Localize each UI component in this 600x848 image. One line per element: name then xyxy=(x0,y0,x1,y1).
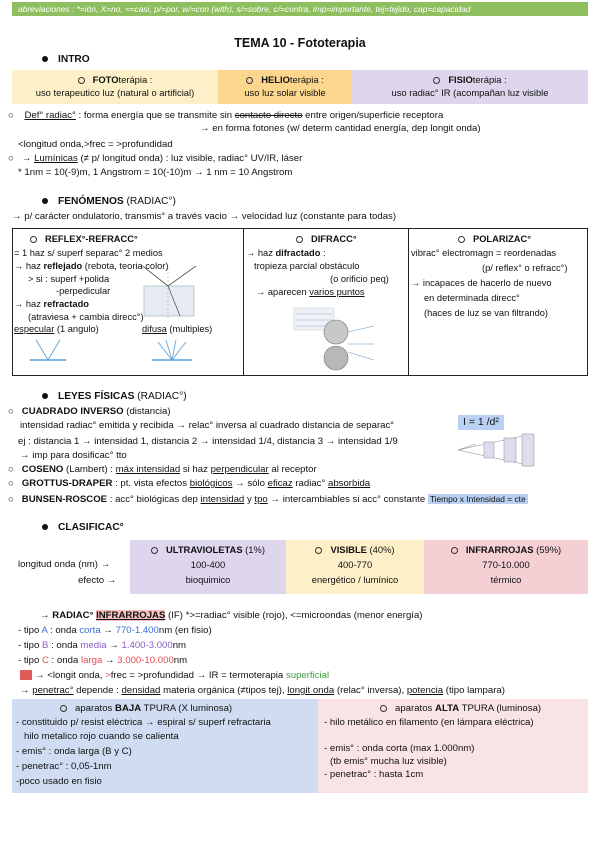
alta-heading xyxy=(380,703,541,715)
clasif-row-label-1: longitud onda (nm) → xyxy=(18,559,111,570)
circle-bullet-icon xyxy=(433,77,440,84)
fisio-bold: FISIO xyxy=(448,74,473,85)
baja-l5: -poco usado en fisio xyxy=(16,776,102,787)
t: - tipo xyxy=(18,640,42,651)
reflex-l7 xyxy=(14,323,99,335)
reflex-title xyxy=(30,233,138,245)
polarizac-l2: (p/ reflex° o refracc°) xyxy=(482,263,568,273)
def-radiac: Def° radiac° xyxy=(24,110,76,121)
difracc-l1 xyxy=(246,247,326,259)
circle-bullet-icon xyxy=(380,705,387,712)
t: - tipo xyxy=(18,625,42,636)
intensidad: intensidad xyxy=(200,494,245,505)
alta-l4: - penetrac° : hasta 1cm xyxy=(324,769,424,780)
helio-rest: terápia : xyxy=(289,74,324,85)
reflejado: reflejado xyxy=(43,261,83,271)
refractado: refractado xyxy=(43,299,89,309)
biologicos: biológicos xyxy=(189,478,233,489)
alta-l1: - hilo metálico en filamento (en lámpara eléctrica) xyxy=(324,717,534,728)
foto-bold: FOTO xyxy=(92,74,119,85)
intro-cell-helio xyxy=(218,70,352,104)
luminicas: Lumínicas xyxy=(34,153,78,164)
polarizac-l5: (haces de luz se van filtrando) xyxy=(424,308,549,318)
absorbida: absorbida xyxy=(327,478,371,489)
def-text: : forma energía que se transmite sin xyxy=(75,110,235,121)
reflex-l1: = 1 haz s/ superf separac° 2 medios xyxy=(14,248,163,258)
diffraction-diagram xyxy=(292,302,376,372)
circle-bullet-icon xyxy=(246,77,253,84)
t: - tipo xyxy=(18,655,42,666)
luminicas-text: (≠ p/ longitud onda) : luz visible, radiac° UV/IR, láser xyxy=(77,153,303,164)
densidad: densidad xyxy=(121,685,161,696)
intro-cell-foto xyxy=(12,70,218,104)
diffuse-reflection-icon xyxy=(150,336,194,364)
clasif-ir xyxy=(424,540,588,594)
section-intro-heading: INTRO xyxy=(58,54,90,65)
refraction-diagram xyxy=(140,264,198,320)
circle-bullet-icon xyxy=(151,547,158,554)
ir-l4 xyxy=(20,670,329,682)
t: nm xyxy=(172,640,187,651)
t: TPURA (luminosa) xyxy=(459,703,542,714)
bullet-icon xyxy=(42,56,48,62)
bullet-icon xyxy=(42,198,48,204)
circle-bullet: ○ xyxy=(8,494,14,505)
difracc-title-text: DIFRACC° xyxy=(311,234,357,244)
reflex-l6: (atraviesa + cambia direcc°) xyxy=(28,312,144,322)
t: frec = >profundidad → IR = termoterapia xyxy=(110,670,286,681)
circle-bullet-icon xyxy=(60,705,67,712)
fisio-desc: uso radiac° IR (acompañan luz visible xyxy=(391,87,549,98)
circle-bullet: ○ xyxy=(8,153,14,164)
t: : acc° biológicas dep xyxy=(107,494,201,505)
polarizac-l3: → incapaces de hacerlo de nuevo xyxy=(411,278,552,288)
t: al receptor xyxy=(268,464,317,475)
baja-l3: - emis° : onda larga (B y C) xyxy=(16,746,132,757)
r: 770-1.400 xyxy=(115,625,159,636)
helio-bold: HELIO xyxy=(261,74,290,85)
ir-l5 xyxy=(20,685,505,697)
ir-pct: (59%) xyxy=(533,544,562,555)
circle-bullet-icon xyxy=(30,236,37,243)
t: → haz xyxy=(246,248,276,258)
intro-cell-fisio xyxy=(352,70,588,104)
difracc-l4 xyxy=(256,286,365,298)
tipo-b xyxy=(18,640,186,652)
circle-bullet: ○ xyxy=(8,464,14,475)
intro-line-longitud: <longitud onda,>frec = >profundidad xyxy=(18,139,173,150)
t: : onda xyxy=(48,655,81,666)
baja-l1: - constituido p/ resist eléctrica → espiral s/ superf refractaria xyxy=(16,717,271,728)
difractado: difractado xyxy=(275,248,321,258)
t: → xyxy=(100,625,116,636)
reflex-l7-right xyxy=(142,323,212,335)
polarizac-title-text: POLARIZAC° xyxy=(473,234,531,244)
foto-rest: terápia : xyxy=(118,74,153,85)
circle-bullet-icon xyxy=(296,236,303,243)
t: → sólo xyxy=(232,478,268,489)
foto-desc: uso terapeutico luz (natural o artificial) xyxy=(35,87,195,98)
fenomenos-heading: FENÓMENOS xyxy=(58,196,124,207)
grottus xyxy=(8,478,370,490)
ir-heading xyxy=(40,610,422,622)
t: → aparecen xyxy=(256,287,310,297)
intro-line-def xyxy=(8,110,443,122)
alta-l3: (tb emis° mucha luz visible) xyxy=(330,756,447,767)
fenomenos-line: → p/ carácter ondulatorio, transmis° a través vacio → velocidad luz (constante para todas) xyxy=(12,211,397,222)
bunsen-title: BUNSEN-ROSCOE xyxy=(21,494,108,505)
t: → <longit onda, xyxy=(35,670,106,681)
t: depende : xyxy=(73,685,122,696)
t: (multiples) xyxy=(166,324,213,334)
bullet-icon xyxy=(42,524,48,530)
t: → xyxy=(102,655,118,666)
superficial: superficial xyxy=(285,670,330,681)
t: → xyxy=(106,640,122,651)
section-leyes xyxy=(42,391,187,402)
intro-line-nm: * 1nm = 10(-9)m, 1 Angstrom = 10(-10)m → 1 nm = 10 Angstrom xyxy=(18,167,293,178)
polarizac-l4: en determinada direcc° xyxy=(424,293,520,303)
visible-effect: energético / lumínico xyxy=(311,574,399,585)
reflex-l3: > si : superf +polida xyxy=(28,274,110,284)
bullet-icon xyxy=(42,393,48,399)
t: → xyxy=(20,685,33,696)
cuadrado-inverso xyxy=(8,406,171,418)
t: : pt. vista efectos xyxy=(112,478,190,489)
baja-heading xyxy=(60,703,232,715)
page-title: TEMA 10 - Fototerapia xyxy=(234,36,366,50)
ir-effect: térmico xyxy=(490,574,522,585)
longit-onda: longit onda xyxy=(287,685,335,696)
r: 3.000-10.000 xyxy=(117,655,174,666)
clasif-uv xyxy=(130,540,286,594)
t: (1 angulo) xyxy=(54,324,99,334)
clasif-visible xyxy=(286,540,424,594)
especular: especular xyxy=(14,324,55,334)
t: (tipo lampara) xyxy=(443,685,505,696)
potencia: potencia xyxy=(406,685,444,696)
cuad-l2: ej : distancia 1 → intensidad 1, distancia 2 → intensidad 1/4, distancia 3 → intensidad 1/9 xyxy=(18,436,398,447)
cuad-formula: I = 1 /d² xyxy=(458,415,504,430)
tpo: tpo xyxy=(254,494,268,505)
specular-reflection-icon xyxy=(28,336,68,364)
t: y xyxy=(244,494,255,505)
cuad-title: CUADRADO INVERSO xyxy=(21,406,124,417)
k: B xyxy=(42,640,49,651)
leyes-heading: LEYES FÍSICAS xyxy=(58,391,135,402)
helio-desc: uso luz solar visible xyxy=(244,87,326,98)
penetrac: penetrac° xyxy=(32,685,74,696)
fisio-rest: terápia : xyxy=(472,74,507,85)
clasif-heading: CLASIFICAC° xyxy=(58,522,124,533)
t: (relac° inversa), xyxy=(334,685,407,696)
circle-bullet: ○ xyxy=(8,406,14,417)
ir-range: 770-10.000 xyxy=(482,559,530,570)
t: (IF) *>=radiac° visible (rojo), <=microondas (menor energía) xyxy=(165,610,423,621)
varios-puntos: varios puntos xyxy=(309,287,365,297)
cuad-l3: → imp para dosificac° tto xyxy=(20,450,127,461)
leyes-note: (RADIAC°) xyxy=(134,391,187,402)
uv-range: 100-400 xyxy=(190,559,226,570)
circle-bullet: ○ xyxy=(8,478,14,489)
t: : onda xyxy=(48,640,81,651)
bunsen-formula: Tiempo x Intensidad = cte xyxy=(429,494,526,504)
t: → intercambiables si acc° constante xyxy=(267,494,428,505)
t: nm xyxy=(173,655,188,666)
alta: ALTA xyxy=(435,703,460,714)
r: 1.400-3.000 xyxy=(121,640,173,651)
cuad-l1: intensidad radiac° emitida y recibida → relac° inversa al cuadrado distancia de separac° xyxy=(20,420,395,431)
w: larga xyxy=(80,655,103,666)
t: radiac° xyxy=(292,478,328,489)
t: → haz xyxy=(14,299,44,309)
baja-l2: hilo metalico rojo cuando se calienta xyxy=(24,731,179,742)
intro-line-luminicas xyxy=(8,153,302,165)
def-text-end: entre origen/superficie receptora xyxy=(302,110,444,121)
t: (Lambert) : xyxy=(63,464,116,475)
k: A xyxy=(41,625,48,636)
t: (rebota, teoria color) xyxy=(82,261,169,271)
uv-title: ULTRAVIOLETAS xyxy=(166,544,243,555)
baja-l4: - penetrac° : 0,05-1nm xyxy=(16,761,112,772)
circle-bullet: ○ xyxy=(8,110,14,121)
difracc-l2: tropieza parcial obstáculo xyxy=(254,261,360,271)
gt: > xyxy=(105,670,111,681)
reflex-l4: -perpedicular xyxy=(56,286,111,296)
difracc-l3: (o orificio peq) xyxy=(330,274,389,284)
difusa: difusa xyxy=(142,324,167,334)
t: nm (en fisio) xyxy=(158,625,212,636)
visible-range: 400-770 xyxy=(337,559,373,570)
perpendicular: perpendicular xyxy=(210,464,269,475)
difracc-title xyxy=(296,233,357,245)
tipo-a xyxy=(18,625,212,637)
circle-bullet-icon xyxy=(315,547,322,554)
infrarrojas: INFRARROJAS xyxy=(96,610,166,621)
t: TPURA (X luminosa) xyxy=(141,703,233,714)
arrow: → xyxy=(21,153,35,164)
coseno xyxy=(8,464,317,476)
t: aparatos xyxy=(395,703,436,714)
t: aparatos xyxy=(75,703,116,714)
reflex-title-text: REFLEX°-REFRACC° xyxy=(45,234,138,244)
clasif-row-label-2: efecto → xyxy=(78,575,117,586)
baja: BAJA xyxy=(115,703,142,714)
circle-bullet-icon xyxy=(78,77,85,84)
max-intensidad: máx intensidad xyxy=(115,464,181,475)
alta-l2: - emis° : onda corta (max 1.000nm) xyxy=(324,743,475,754)
eficaz: eficaz xyxy=(267,478,293,489)
uv-pct: (1%) xyxy=(242,544,265,555)
k: C xyxy=(42,655,49,666)
t: : xyxy=(320,248,326,258)
t: → haz xyxy=(14,261,44,271)
reflex-l5 xyxy=(14,298,89,310)
circle-bullet-icon xyxy=(458,236,465,243)
circle-bullet-icon xyxy=(451,547,458,554)
ir-title: INFRARROJAS xyxy=(465,544,534,555)
abbreviations-bar: abreviaciones : *=ión, X=no, ≈=casi, p/=por, w/=con (with), s/=sobre, c/=contra, imp=importante, tej=tejido, cap=capacidad xyxy=(12,2,588,16)
t: si haz xyxy=(180,464,211,475)
bunsen xyxy=(8,493,528,506)
uv-effect: bioquimico xyxy=(185,574,231,585)
t: → RADIAC° xyxy=(40,610,97,621)
intro-line-fotones: → en forma fotones (w/ determ cantidad energía, dep longit onda) xyxy=(200,123,481,134)
cuad-note: (distancia) xyxy=(123,406,171,417)
fenomenos-note: (RADIAC°) xyxy=(123,196,176,207)
t: : onda xyxy=(47,625,80,636)
grottus-title: GROTTUS-DRAPER xyxy=(21,478,113,489)
w: media xyxy=(80,640,107,651)
polarizac-l1: vibrac° electromagn = reordenadas xyxy=(411,248,557,258)
w: corta xyxy=(79,625,101,636)
visible-pct: (40%) xyxy=(366,544,395,555)
inverse-square-diagram xyxy=(456,432,536,468)
coseno-title: COSENO xyxy=(21,464,64,475)
tipo-c xyxy=(18,655,187,667)
visible-title: VISIBLE xyxy=(330,544,367,555)
red-marker-icon xyxy=(20,670,32,680)
section-fenomenos xyxy=(42,196,176,207)
polarizac-title xyxy=(458,233,531,245)
section-intro xyxy=(42,54,90,65)
section-clasif xyxy=(42,522,124,533)
t: materia orgánica (≠tipos tej), xyxy=(160,685,288,696)
contacto-directo-struck: contacto directo xyxy=(234,110,303,121)
